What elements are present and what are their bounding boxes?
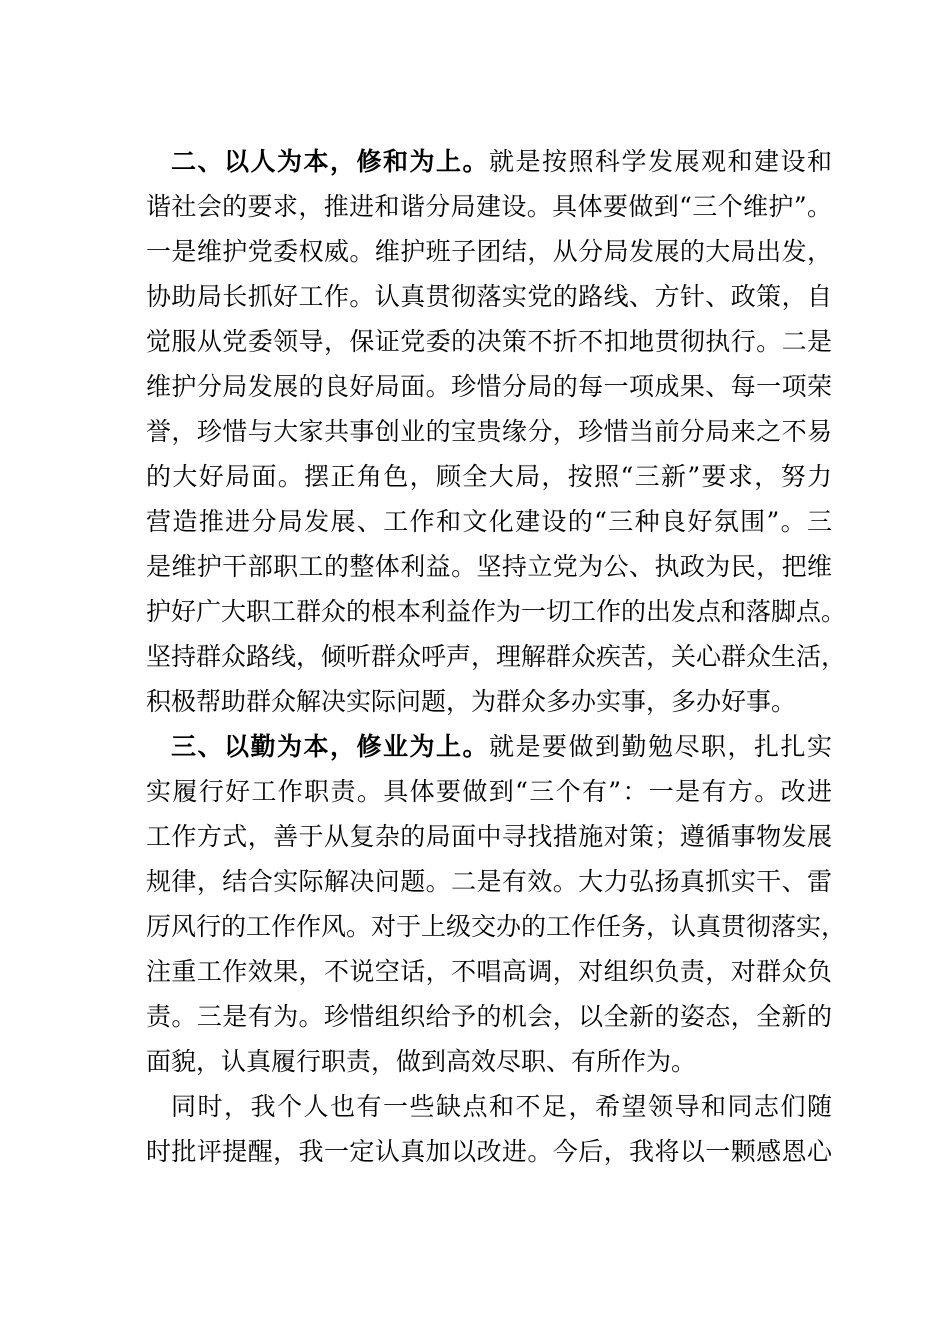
paragraph-line: 是维护干部职工的整体利益。坚持立党为公、执政为民，把维 [146, 552, 832, 581]
paragraph-line: 注重工作效果，不说空话，不唱高调，对组织负责，对群众负 [146, 957, 832, 986]
paragraph-line [146, 139, 832, 184]
paragraph-line: 的大好局面。摆正角色，顾全大局，按照“三新”要求，努力 [146, 462, 832, 491]
paragraph-line: 一是维护党委权威。维护班子团结，从分局发展的大局出发， [146, 237, 832, 266]
paragraph-line: 面貌，认真履行职责，做到高效尽职、有所作为。 [146, 1047, 697, 1076]
paragraph-line: 坚持群众路线，倾听群众呼声，理解群众疾苦，关心群众生活， [146, 642, 847, 671]
paragraph-line: 同时，我个人也有一些缺点和不足，希望领导和同志们随 [171, 1092, 832, 1121]
document-body [146, 139, 847, 1174]
paragraph-line: 规律，结合实际解决问题。二是有效。大力弘扬真抓实干、雷 [146, 867, 832, 896]
paragraph-line: 维护分局发展的良好局面。珍惜分局的每一项成果、每一项荣 [146, 372, 832, 401]
paragraph-line: 护好广大职工群众的根本利益作为一切工作的出发点和落脚点。 [146, 597, 847, 626]
section-heading: 二、以人为本，修和为上。 [171, 147, 489, 176]
paragraph-text: 就是按照科学发展观和建设和 [489, 147, 832, 176]
paragraph-line: 誉，珍惜与大家共事创业的宝贵缘分，珍惜当前分局来之不易 [146, 417, 832, 446]
paragraph-line: 积极帮助群众解决实际问题，为群众多办实事，多办好事。 [146, 687, 797, 716]
section-heading: 三、以勤为本，修业为上。 [171, 732, 489, 761]
paragraph-text: 就是要做到勤勉尽职，扎扎实 [489, 732, 832, 761]
paragraph-line: 实履行好工作职责。具体要做到“三个有”：一是有方。改进 [146, 777, 832, 806]
paragraph-line: 觉服从党委领导，保证党委的决策不折不扣地贯彻执行。二是 [146, 327, 832, 356]
paragraph-line: 厉风行的工作作风。对于上级交办的工作任务，认真贯彻落实， [146, 912, 847, 941]
paragraph-line: 工作方式，善于从复杂的局面中寻找措施对策；遵循事物发展 [146, 822, 832, 851]
paragraph-line: 时批评提醒，我一定认真加以改进。今后，我将以一颗感恩心 [146, 1137, 832, 1166]
paragraph-line: 责。三是有为。珍惜组织给予的机会，以全新的姿态，全新的 [146, 1002, 832, 1031]
paragraph-line: 协助局长抓好工作。认真贯彻落实党的路线、方针、政策，自 [146, 282, 832, 311]
paragraph-line: 谐社会的要求，推进和谐分局建设。具体要做到“三个维护”。 [146, 192, 832, 221]
paragraph-line: 营造推进分局发展、工作和文化建设的“三种良好氛围”。三 [146, 507, 832, 536]
paragraph-line [146, 724, 832, 769]
